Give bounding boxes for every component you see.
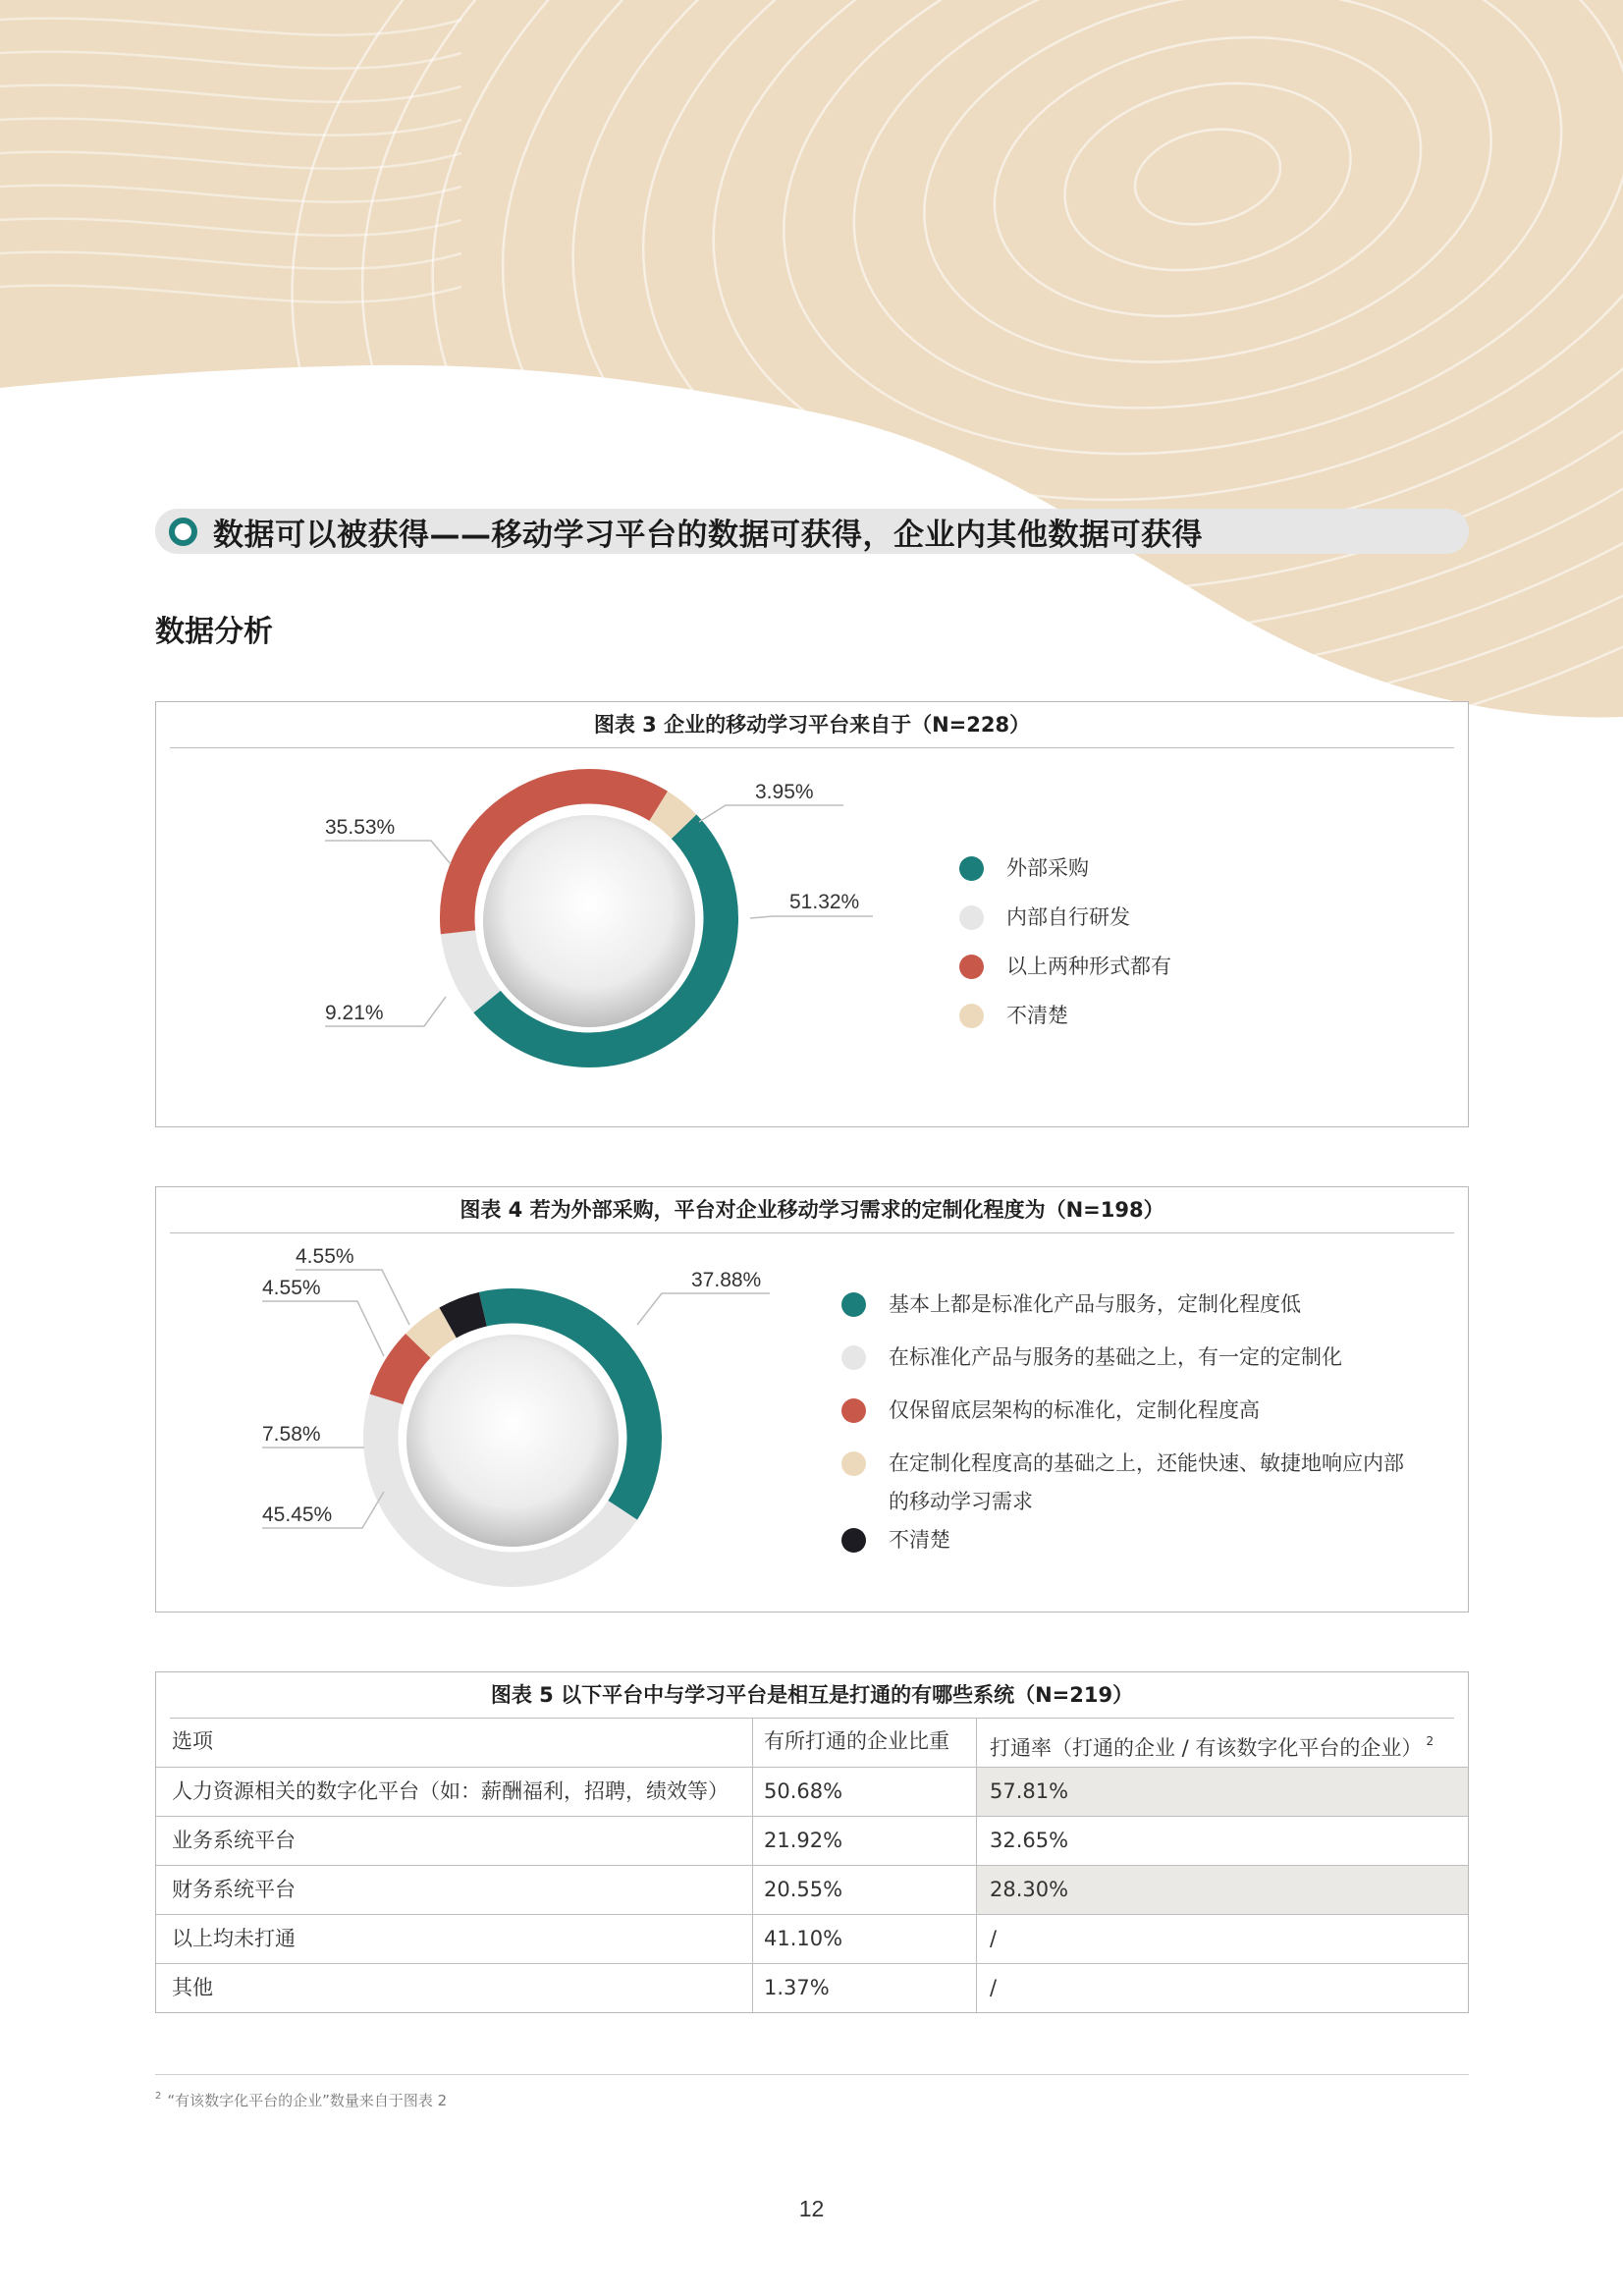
table-cell: /	[976, 1915, 1468, 1963]
label-leader-line	[262, 1301, 384, 1356]
subheading: 数据分析	[155, 615, 273, 649]
table-cell: 以上均未打通	[172, 1927, 296, 1950]
chart-3-donut	[156, 702, 1468, 1126]
page-number: 12	[798, 2196, 825, 2221]
chart-4-legend	[841, 1285, 1419, 1574]
legend-label: 在标准化产品与服务的基础之上，有一定的定制化	[889, 1345, 1342, 1369]
legend-swatch	[959, 955, 984, 979]
table-cell: 28.30%	[976, 1866, 1468, 1914]
data-label: 35.53%	[325, 816, 396, 839]
circle-bullet-icon	[169, 518, 197, 546]
legend-item	[959, 849, 1171, 899]
label-leader-line	[699, 805, 843, 822]
legend-swatch	[959, 856, 984, 881]
section-title-bar	[155, 509, 1469, 554]
footnote-mark: 2	[155, 2091, 162, 2102]
table-cell: 21.92%	[752, 1817, 976, 1865]
legend-swatch	[841, 1345, 866, 1370]
legend-label: 基本上都是标准化产品与服务，定制化程度低	[889, 1292, 1301, 1316]
table-cell: 41.10%	[752, 1915, 976, 1963]
table-cell: 50.68%	[752, 1768, 976, 1816]
header-cell-option: 选项	[172, 1729, 213, 1753]
header-rate-text: 打通率（打通的企业 / 有该数字化平台的企业）	[990, 1736, 1423, 1760]
header-cell-rate	[976, 1718, 1468, 1767]
donut-slice	[419, 1325, 449, 1347]
donut-center-disc	[483, 815, 695, 1027]
donut-slice	[460, 932, 489, 1000]
footnote-text: “有该数字化平台的企业”数量来自于图表 2	[167, 2092, 448, 2109]
table-cell: 57.81%	[976, 1768, 1468, 1816]
data-label: 37.88%	[691, 1269, 762, 1291]
legend-swatch	[959, 1004, 984, 1028]
legend-label: 在定制化程度高的基础之上，还能快速、敏捷地响应内部的移动学习需求	[889, 1451, 1404, 1513]
chart-3-legend	[959, 849, 1171, 1046]
table-header-row	[156, 1718, 1468, 1767]
table-row	[156, 1865, 1468, 1914]
table-cell: 1.37%	[752, 1964, 976, 2012]
footnote	[155, 2090, 447, 2110]
legend-label: 内部自行研发	[1006, 905, 1130, 929]
legend-label: 仅保留底层架构的标准化，定制化程度高	[889, 1398, 1260, 1422]
data-label: 7.58%	[262, 1423, 321, 1446]
legend-item	[841, 1392, 1419, 1445]
table-row	[156, 1963, 1468, 2012]
legend-item	[959, 997, 1171, 1046]
legend-swatch	[841, 1292, 866, 1317]
table-row	[156, 1914, 1468, 1963]
label-leader-line	[325, 841, 451, 864]
legend-item	[841, 1339, 1419, 1392]
donut-slice	[449, 1311, 483, 1325]
legend-label: 以上两种形式都有	[1006, 955, 1171, 978]
data-label: 45.45%	[262, 1503, 333, 1526]
header-cell-share: 有所打通的企业比重	[752, 1718, 976, 1767]
donut-center-disc	[406, 1335, 619, 1547]
legend-label: 外部采购	[1006, 856, 1089, 880]
legend-item	[959, 948, 1171, 997]
section-title: 数据可以被获得——移动学习平台的数据可获得，企业内其他数据可获得	[213, 517, 1203, 553]
table-5	[155, 1671, 1469, 2013]
chart-4-panel	[155, 1186, 1469, 1613]
data-label: 51.32%	[789, 891, 860, 913]
footnote-divider	[155, 2074, 1469, 2075]
legend-swatch	[959, 905, 984, 930]
legend-swatch	[841, 1451, 866, 1476]
table-cell: 业务系统平台	[172, 1829, 296, 1852]
legend-item	[841, 1445, 1419, 1521]
table-cell: 20.55%	[752, 1866, 976, 1914]
table-row	[156, 1767, 1468, 1816]
table-row	[156, 1816, 1468, 1865]
chart-4-title: 图表 4 若为外部采购，平台对企业移动学习需求的定制化程度为（N=198）	[170, 1187, 1454, 1233]
legend-label: 不清楚	[889, 1528, 950, 1552]
legend-label: 不清楚	[1006, 1004, 1068, 1027]
legend-item	[841, 1521, 1419, 1574]
footnote-ref: 2	[1426, 1734, 1434, 1748]
chart-3-title: 图表 3 企业的移动学习平台来自于（N=228）	[170, 702, 1454, 748]
table-cell: 32.65%	[976, 1817, 1468, 1865]
label-leader-line	[637, 1293, 770, 1325]
data-label: 9.21%	[325, 1002, 384, 1024]
table-5-title: 图表 5 以下平台中与学习平台是相互是打通的有哪些系统（N=219）	[170, 1672, 1454, 1719]
data-label: 3.95%	[755, 781, 814, 803]
legend-item	[841, 1285, 1419, 1339]
table-cell: 其他	[172, 1976, 213, 1999]
data-label: 4.55%	[262, 1277, 321, 1299]
table-cell: /	[976, 1964, 1468, 2012]
table-cell: 人力资源相关的数字化平台（如：薪酬福利，招聘，绩效等）	[172, 1779, 729, 1803]
legend-swatch	[841, 1398, 866, 1423]
legend-swatch	[841, 1528, 866, 1553]
legend-item	[959, 899, 1171, 948]
donut-slice	[389, 1347, 420, 1400]
data-label: 4.55%	[296, 1245, 354, 1268]
chart-3-panel	[155, 701, 1469, 1127]
table-cell: 财务系统平台	[172, 1878, 296, 1901]
label-leader-line	[750, 916, 873, 918]
donut-slice	[658, 808, 682, 829]
